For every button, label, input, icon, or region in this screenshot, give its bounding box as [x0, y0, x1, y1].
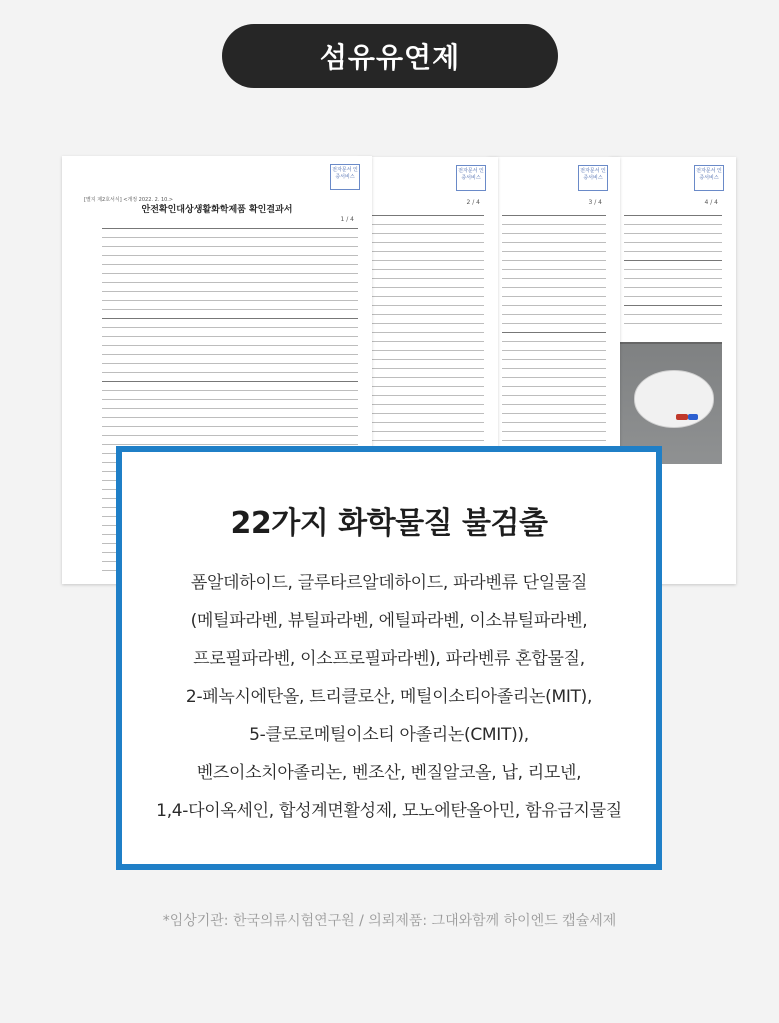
page-number: 1 / 4 [340, 216, 354, 223]
substance-line: 폼알데하이드, 글루타르알데하이드, 파라벤류 단일물질 [190, 573, 588, 593]
page-number: 3 / 4 [588, 199, 602, 206]
substance-line: 1,4-다이옥세인, 합성계면활성제, 모노에탄올아민, 함유금지물질 [156, 801, 622, 821]
certificate-stamp: 전자문서 인증서비스 [330, 164, 360, 190]
page-title: 섬유유연제 [319, 41, 461, 74]
document-lines [624, 215, 722, 332]
certificate-stamp: 전자문서 인증서비스 [694, 165, 724, 191]
substance-line: 2-페녹시에탄올, 트리클로산, 메틸이소티아졸리논(MIT), [185, 687, 593, 707]
certificate-stamp: 전자문서 인증서비스 [578, 165, 608, 191]
footnote: *임상기관: 한국의류시험연구원 / 의뢰제품: 그대와함께 하이엔드 캡슐세제 [162, 913, 617, 929]
substance-line: 5-클로로메틸이소티 아졸리논(CMIT)), [249, 725, 529, 745]
substance-line: (메틸파라벤, 뷰틸파라벤, 에틸파라벤, 이소뷰틸파라벤, [190, 611, 588, 631]
capsule-red-image [676, 414, 688, 420]
page-title-pill [222, 24, 558, 88]
page-number: 4 / 4 [704, 199, 718, 206]
document-title: 안전확인대상생활화학제품 확인결과서 [141, 205, 293, 215]
substance-line: 프로필파라벤, 이소프로필파라벤), 파라벤류 혼합물질, [193, 649, 585, 669]
substance-line: 벤즈이소치아졸리논, 벤조산, 벤질알코올, 납, 리모넨, [196, 763, 582, 783]
capsule-blue-image [688, 414, 698, 420]
capsule-container-image [634, 370, 714, 428]
document-form-meta: [별지 제2호서식] <개정 2022. 2. 10.> [84, 197, 174, 203]
result-panel [116, 446, 662, 870]
certificate-stamp: 전자문서 인증서비스 [456, 165, 486, 191]
substance-list [132, 564, 646, 830]
panel-title: 22가지 화학물질 불검출 [230, 506, 548, 541]
page-number: 2 / 4 [466, 199, 480, 206]
